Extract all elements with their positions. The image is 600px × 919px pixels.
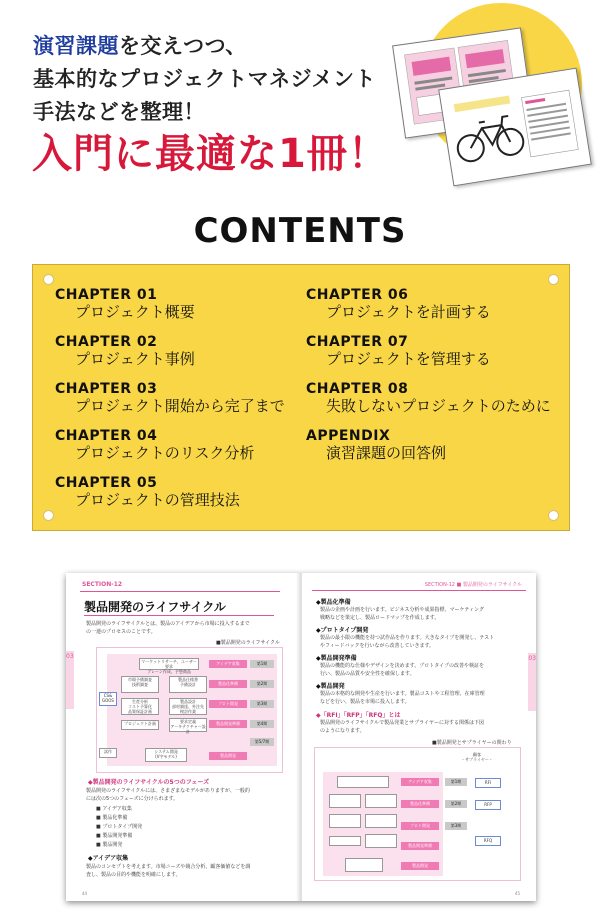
- figure-box: [365, 814, 397, 828]
- contents-title: CONTENTS: [193, 211, 407, 251]
- intro-text-2: の一連のプロセスのことです。: [86, 629, 156, 635]
- subheading: ◆製品開発準備: [316, 655, 357, 662]
- rfp-box: RFP: [475, 800, 501, 810]
- rivet: [548, 510, 559, 521]
- page-number: 45: [514, 891, 520, 896]
- toc-chapter: CHAPTER 04: [55, 428, 158, 444]
- stage-label: 第3期: [445, 822, 467, 830]
- body-text: 製品の企画や計画を行います。ビジネス分析や成果指標、マーケティング: [320, 607, 484, 613]
- figure-box: [365, 834, 397, 848]
- book-spread: [66, 573, 536, 901]
- figure-box: 生産分析 コスト予算化 品質保証計画: [121, 698, 159, 715]
- chapter-tab-number: 03: [528, 655, 536, 662]
- list-item: ■ 製品開発: [96, 841, 122, 848]
- toc-chapter: CHAPTER 08: [306, 381, 409, 397]
- phase-label: 製品開発準備: [209, 720, 247, 728]
- toc-entry-ch07[interactable]: [306, 334, 491, 369]
- toc-title: プロジェクトを管理する: [326, 350, 491, 368]
- section-rule: [312, 590, 526, 591]
- intro-text-1: 製品開発のライフサイクルとは、製品のアイデアから市場に投入するまで: [86, 621, 250, 627]
- supplier-figure: [314, 747, 521, 881]
- promo-header: [0, 0, 600, 200]
- body-text: のようになります。: [320, 728, 365, 734]
- stage-label: 第2期: [250, 680, 274, 688]
- body-text: には次の5つのフェーズに分けられます。: [86, 796, 179, 802]
- list-item: ■ アイデア収集: [96, 805, 132, 812]
- page-number: 44: [82, 891, 88, 896]
- phase-label: アイデア収集: [209, 660, 247, 668]
- section-label: SECTION-12: [82, 581, 123, 588]
- toc-title: プロジェクト事例: [75, 350, 195, 368]
- toc-entry-ch08[interactable]: [306, 381, 551, 416]
- book-page-left: [66, 573, 300, 901]
- toc-title: 演習課題の回答例: [326, 444, 447, 462]
- headline: 入門に最適な1冊！: [32, 131, 389, 177]
- heading-rule: [84, 615, 274, 616]
- subheading: ◆「RFI」「RFP」「RFQ」とは: [316, 712, 401, 719]
- tagline-line-3: 手法などを整理！: [33, 100, 205, 124]
- figure-box: システム開発 (V字モデル): [145, 748, 187, 762]
- rivet: [43, 510, 54, 521]
- book-page-right: [302, 573, 536, 901]
- body-text: 製品開発のライフサイクルで製品発業とサプライヤーに対する関係は下図: [320, 720, 484, 726]
- list-item: ■ プロトタイプ開発: [96, 823, 142, 830]
- toc-entry-ch06[interactable]: [306, 287, 491, 322]
- toc-entry-ch04[interactable]: [55, 428, 254, 463]
- stage-label: 第4期: [250, 720, 274, 728]
- toc-entry-ch01[interactable]: [55, 287, 195, 322]
- stage-label: 第1期: [445, 778, 467, 786]
- lifecycle-figure: [96, 647, 283, 773]
- toc-title: プロジェクト開始から完了まで: [75, 397, 285, 415]
- figure-box: 要求定義 アーキテクチャー設計: [170, 719, 206, 734]
- figure-box: [329, 814, 361, 828]
- toc-title: プロジェクトの管理技法: [75, 491, 240, 509]
- toc-chapter: CHAPTER 05: [55, 475, 158, 491]
- figure-box: 市場予備調査 技術調査: [121, 676, 159, 693]
- figure-box: 製品仕様書 予備設計: [169, 676, 207, 693]
- tagline-line-2: 基本的なプロジェクトマネジメント: [33, 67, 376, 91]
- figure-box: [337, 776, 389, 788]
- body-text: 戦略などを策定し、製品ロードマップを作成します。: [320, 615, 440, 621]
- figure-box: [345, 858, 383, 872]
- toc-chapter: CHAPTER 07: [306, 334, 409, 350]
- page-heading: 製品開発のライフサイクル: [84, 600, 226, 614]
- body-text: 製品のコンセプトを考えます。市場ニーズや競合分析、顧客価値などを調: [86, 864, 251, 870]
- phase-label: 製品化準備: [209, 680, 247, 688]
- body-text: 製品開発のライフサイクルには、さまざまなモデルがありますが、一般的: [86, 788, 250, 794]
- toc-chapter: CHAPTER 01: [55, 287, 158, 303]
- stage-label: 第1期: [250, 660, 274, 668]
- rfq-box: RFQ: [475, 836, 501, 846]
- subheading: ◆アイデア収集: [88, 855, 129, 862]
- body-text: 製品の機能的な仕様やデザインを決めます。プロトタイプの改善や検証を: [320, 663, 485, 669]
- subheading: ◆製品開発のライフサイクルの5つのフェーズ: [88, 779, 210, 786]
- toc-chapter: CHAPTER 02: [55, 334, 158, 350]
- bicycle-icon: [439, 69, 590, 185]
- phase-label: アイデア収集: [401, 778, 439, 786]
- toc-entry-appendix[interactable]: [306, 428, 446, 463]
- figure-caption: ■製品開発とサプライヤーの関わり: [432, 740, 512, 746]
- body-text: 行い、製品の品質や安全性を確保します。: [320, 671, 415, 677]
- figure-box: [329, 794, 361, 808]
- toc-entry-ch02[interactable]: [55, 334, 195, 369]
- figure-box: [365, 794, 397, 808]
- subheading: ◆製品化準備: [316, 599, 351, 606]
- figure-box: 製品設計 部材調達、外注先 検討作業: [169, 698, 207, 715]
- section-label: SECTION-12 ■ 製品開発のライフサイクル: [424, 582, 522, 588]
- subheading: ◆製品開発: [316, 683, 345, 690]
- tagline-accent: 演習課題: [33, 34, 119, 58]
- figure-caption: ■製品開発のライフサイクル: [216, 640, 280, 646]
- list-item: ■ 製品化準備: [96, 814, 127, 821]
- toc-chapter: APPENDIX: [306, 428, 391, 444]
- toc-chapter: CHAPTER 03: [55, 381, 158, 397]
- stage-label: 第5/7期: [250, 738, 274, 746]
- phase-label: プロト開発: [401, 822, 439, 830]
- list-item: ■ 製品開発準備: [96, 832, 132, 839]
- body-text: 製品の本格的な開発や生産を行います。製品コストや工程管理、在庫管理: [320, 691, 485, 697]
- phase-label: 製品開発: [401, 862, 439, 870]
- tagline-line-1-rest: を交えつつ、: [119, 34, 247, 58]
- body-text: 製品の最小限の機能を持つ試作品を作ります。大きなタイプを開発し、テスト: [320, 635, 495, 641]
- stage-label: 第3期: [250, 700, 274, 708]
- toc-title: プロジェクト概要: [75, 303, 195, 321]
- rfi-box: RFI: [475, 778, 501, 788]
- phase-label: 製品化準備: [401, 800, 439, 808]
- stage-label: 第2期: [445, 800, 467, 808]
- phase-label: 製品開発準備: [401, 842, 439, 850]
- figure-box: マーケットリサーチ、ユーザー要求 ブレーン作成、予想商品: [139, 658, 199, 670]
- rivet: [548, 274, 559, 285]
- body-text: 査し、製品の目的や機能を明確にします。: [86, 872, 181, 878]
- figure-box: [329, 836, 361, 846]
- phase-label: 製品開発: [209, 752, 247, 760]
- figure-side-box: CS& GOOS: [99, 692, 117, 706]
- contents-panel: [32, 264, 570, 531]
- phase-label: プロト開発: [209, 700, 247, 708]
- sample-card-bicycle: [438, 68, 592, 187]
- figure-box: プロジェクト計画: [121, 720, 159, 730]
- toc-chapter: CHAPTER 06: [306, 287, 409, 303]
- rivet: [43, 274, 54, 285]
- toc-entry-ch03[interactable]: [55, 381, 285, 416]
- toc-title: 失敗しないプロジェクトのために: [326, 397, 551, 415]
- tagline-line-1: [33, 30, 247, 60]
- chapter-tab-number: 03: [66, 653, 74, 660]
- figure-top-label: 顧客 ・サプライヤー・: [461, 752, 493, 762]
- figure-side-box: 試作: [99, 748, 117, 758]
- toc-title: プロジェクトのリスク分析: [75, 444, 255, 462]
- toc-entry-ch05[interactable]: [55, 475, 240, 510]
- body-text: やフィードバックを行いながら改善していきます。: [320, 643, 435, 649]
- body-text: などを行い、製品を市場に投入します。: [320, 699, 410, 705]
- toc-title: プロジェクトを計画する: [326, 303, 491, 321]
- subheading: ◆プロトタイプ開発: [316, 627, 369, 634]
